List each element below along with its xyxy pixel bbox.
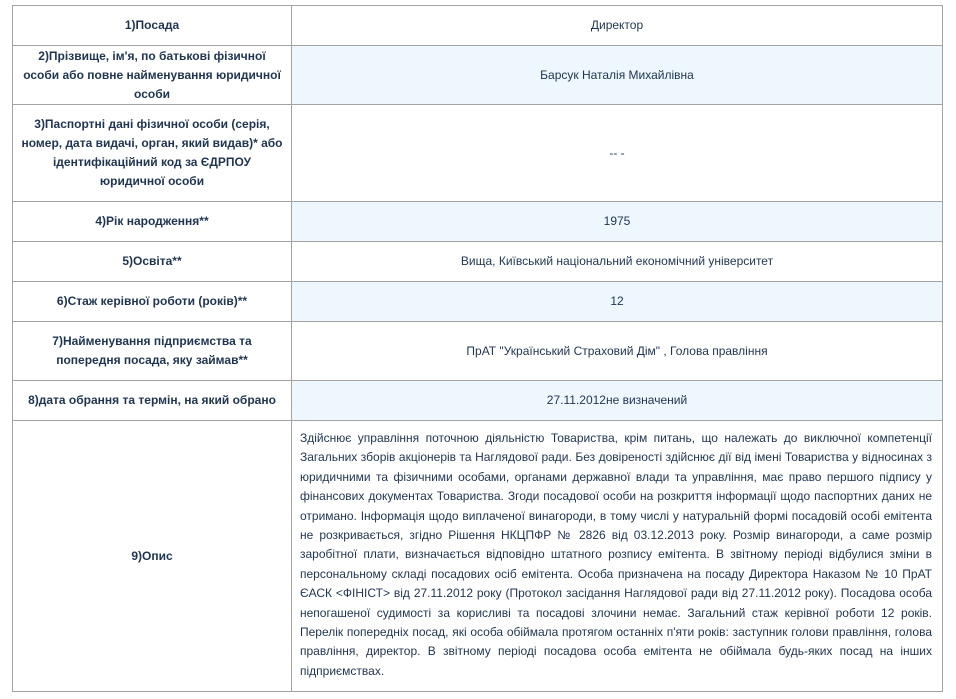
row-value: Вища, Київський національний економічний університет [292,242,943,282]
description-text: Здійснює управління поточною діяльністю Товариства, крім питань, що належать до виключної компетенції Загальних зборів акціонерів та Наглядової ради. Без довіреності здійснює дії від імені Товариства у відносинах з юридичними та фізичними особами, органами державної влади та управління, має право першого підпису у фінансових документах Товариства. Згоди посадової особи на розкриття інформації щодо паспортних даних не отримано. Інформація щодо виплаченої винагороди, в тому числі у натуральній формі посадовій особі емітента не розкривається, згідно Рішення НКЦПФР № 2826 від 03.12.2013 року. Розмір винагороди, а саме розмір заробітної плати, визначається відповідно штатного розпису емітента. В звітному періоді відбулися зміни в персональному складі посадових осіб емітента. Особа призначена на посаду Директора Наказом № 10 ПрАТ ЄАСК <ФІНІСТ> від 27.11.2012 року (Протокол засідання Наглядової ради від 27.11.2012 року). Посадова особа непогашеної судимості за корисливі та посадові злочини немає. Загальний стаж керівної роботи 12 років. Перелік попередніх посад, які особа обіймала протягом останніх п'яти років: заступник голови правління, голова правління, директор. В звітному періоді посадова особа емітента не обіймала будь-яких посад на інших підприємствах. [292,421,943,692]
row-label: 4)Рік народження** [13,202,292,242]
row-label: 2)Прізвище, ім'я, по батькові фізичної особи або повне найменування юридичної особи [13,46,292,105]
table-row-previous-position [13,322,943,381]
table-row-election-date [13,381,943,421]
table-row-position [13,6,943,46]
row-value: Директор [292,6,943,46]
table-row-education [13,242,943,282]
row-value: 1975 [292,202,943,242]
row-label: 8)дата обрання та термін, на який обрано [13,381,292,421]
table-row-full-name [13,46,943,105]
row-value: Барсук Наталія Михайлівна [292,46,943,105]
row-label: 9)Опис [13,421,292,692]
official-info-table [12,5,943,692]
row-label: 1)Посада [13,6,292,46]
row-label: 3)Паспортні дані фізичної особи (серія, номер, дата видачі, орган, який видав)* або ідентифікаційний код за ЄДРПОУ юридичної особи [13,105,292,202]
table-row-management-experience [13,282,943,322]
row-label: 5)Освіта** [13,242,292,282]
row-value: 12 [292,282,943,322]
row-label: 7)Найменування підприємства та попередня посада, яку займав** [13,322,292,381]
table-row-description [13,421,943,692]
table-row-passport-data [13,105,943,202]
row-value: -- - [292,105,943,202]
row-value: 27.11.2012не визначений [292,381,943,421]
row-value: ПрАТ "Український Страховий Дім" , Голова правління [292,322,943,381]
row-label: 6)Стаж керівної роботи (років)** [13,282,292,322]
table-row-birth-year [13,202,943,242]
